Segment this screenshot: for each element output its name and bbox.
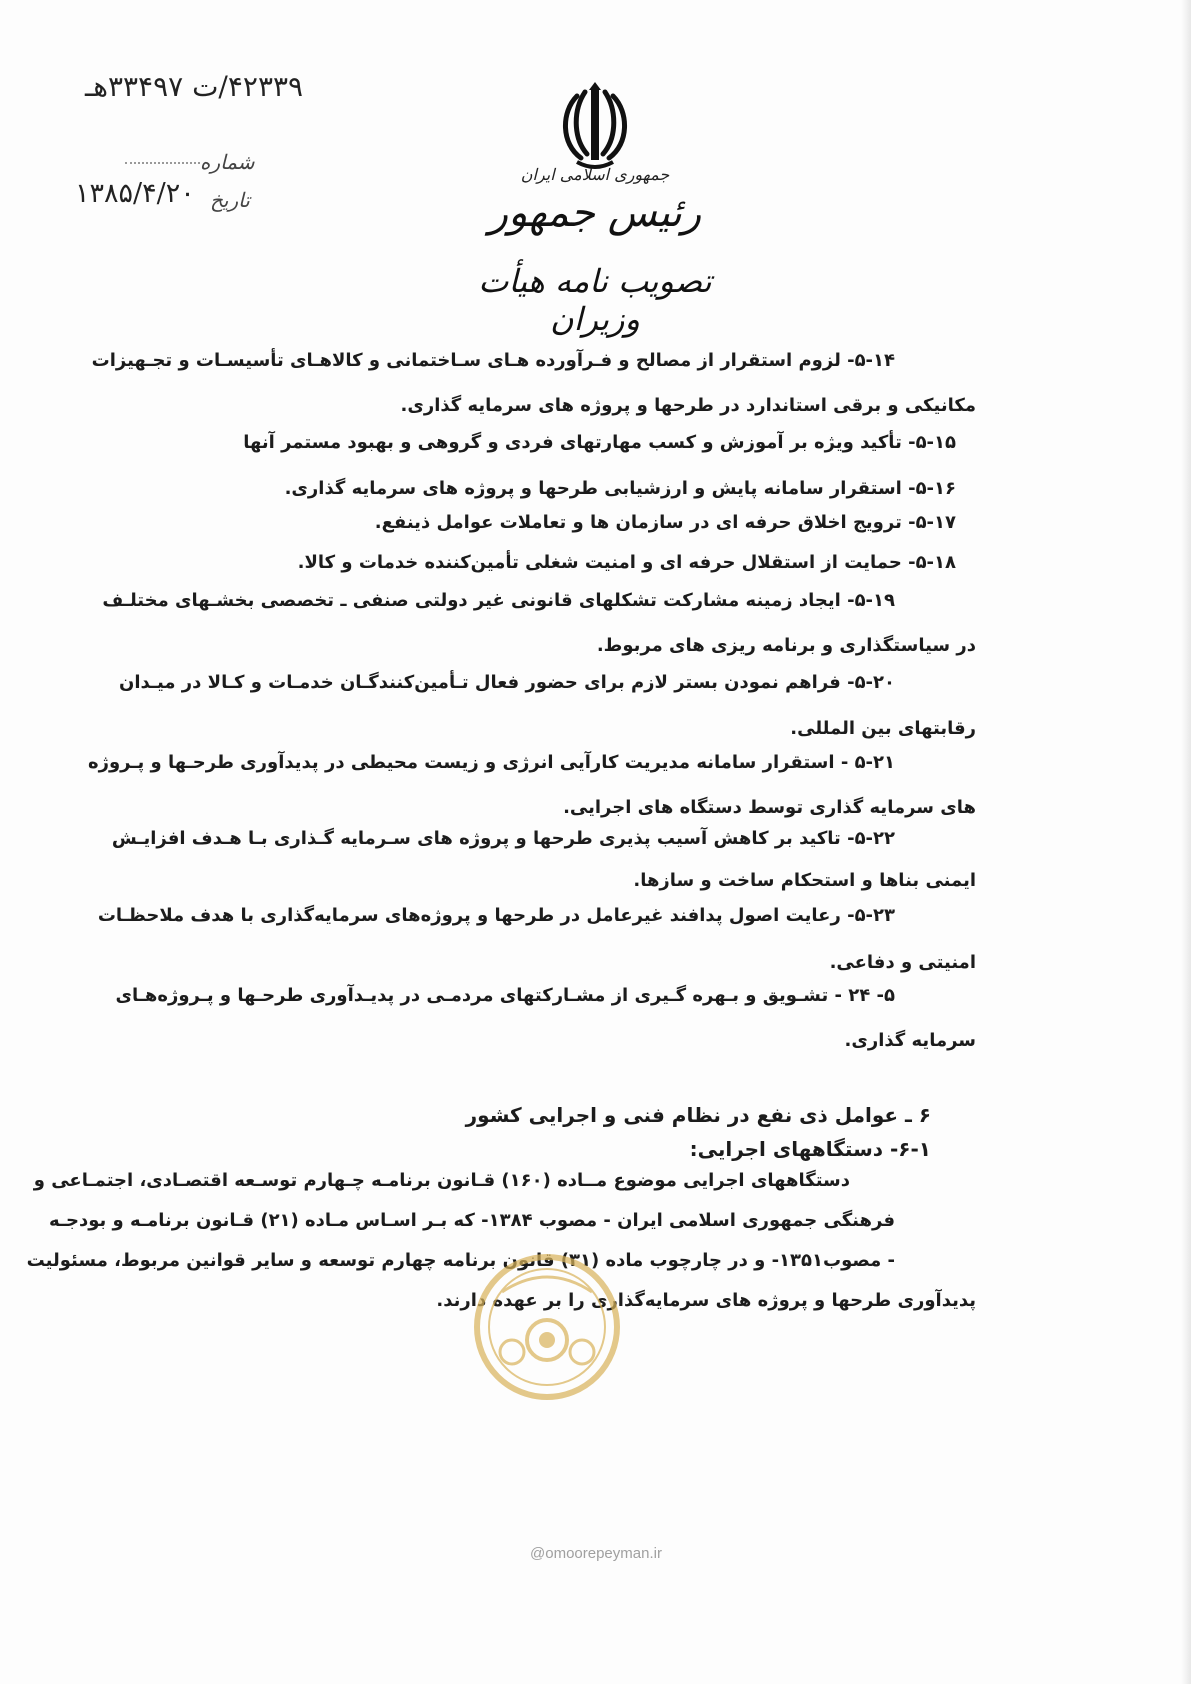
item-5-16: ۵-۱۶- استقرار سامانه پایش و ارزشیابی طرحها و پروژه های سرمایه گذاری. <box>284 478 956 499</box>
item-5-14-line1: ۵-۱۴- لزوم استقرار از مصالح و فـرآورده هـای سـاختمانی و کالاهـای تأسیسـات و تجـهیزات <box>91 350 895 371</box>
section-6-heading: ۶ ـ عوامل ذی نفع در نظام فنی و اجرایی کشور <box>465 1103 931 1127</box>
item-5-18: ۵-۱۸- حمایت از استقلال حرفه ای و امنیت شغلی تأمین‌کننده خدمات و کالا. <box>297 552 956 573</box>
item-5-17: ۵-۱۷- ترویج اخلاق حرفه ای در سازمان ها و تعاملات عوامل ذینفع. <box>374 512 956 533</box>
number-dotted-line <box>125 162 200 164</box>
item-5-15: ۵-۱۵- تأکید ویژه بر آموزش و کسب مهارتهای فردی و گروهی و بهبود مستمر آنها <box>243 432 956 453</box>
item-5-22-line1: ۵-۲۲- تاکید بر کاهش آسیب پذیری طرحها و پروژه های سـرمایه گـذاری بـا هـدف افزایـش <box>111 828 895 849</box>
item-5-23-line1: ۵-۲۳- رعایت اصول پدافند غیرعامل در طرحها و پروژه‌های سرمایه‌گذاری با هدف ملاحظـات <box>97 905 895 926</box>
section-6-1-para-line4: پدیدآوری طرحها و پروژه های سرمایه‌گذاری را بر عهده دارند. <box>436 1290 976 1311</box>
date-label: تاریخ <box>210 188 250 212</box>
item-5-20-line2: رقابتهای بین المللی. <box>790 718 976 739</box>
item-5-14-line2: مکانیکی و برقی استاندارد در طرحها و پروژه های سرمایه گذاری. <box>400 395 976 416</box>
item-5-20-line1: ۵-۲۰- فراهم نمودن بستر لازم برای حضور فعال تـأمین‌کنندگـان خدمـات و کـالا در میـدان <box>118 672 895 693</box>
section-6-1-para-line1: دستگاههای اجرایی موضوع مــاده (۱۶۰) قـانون برنامـه چـهارم توسـعه اقتصـادی، اجتمـاعی و <box>33 1170 850 1191</box>
country-name: جمهوری اسلامی ایران <box>520 165 670 184</box>
item-5-24-line2: سرمایه گذاری. <box>844 1030 976 1051</box>
item-5-21-line2: های سرمایه گذاری توسط دستگاه های اجرایی. <box>563 797 976 818</box>
item-5-22-line2: ایمنی بناها و استحکام ساخت و سازها. <box>633 870 976 891</box>
reference-number: ۴۲۳۳۹/ت ۳۳۴۹۷هـ <box>85 70 304 103</box>
item-5-19-line1: ۵-۱۹- ایجاد زمینه مشارکت تشکلهای قانونی غیر دولتی صنفی ـ تخصصی بخشـهای مختلـف <box>102 590 895 611</box>
iran-emblem-icon <box>555 82 635 170</box>
section-6-1-para-line2: فرهنگی جمهوری اسلامی ایران - مصوب ۱۳۸۴- که بـر اسـاس مـاده (۲۱) قـانون برنامـه و بودجـه <box>48 1210 895 1231</box>
section-6-1-heading: ۶-۱- دستگاههای اجرایی: <box>689 1137 931 1161</box>
item-5-23-line2: امنیتی و دفاعی. <box>829 952 976 973</box>
watermark-site: @omoorepeyman.ir <box>530 1545 662 1562</box>
number-label: شماره <box>200 150 255 174</box>
item-5-24-line1: ۵- ۲۴ - تشـویق و بـهره گـیری از مشـارکتهای مردمـی در پدیـدآوری طرحـها و پـروژه‌هـای <box>115 985 895 1006</box>
section-6-1-para-line3: - مصوب۱۳۵۱- و در چارچوب ماده (۳۱) قانون برنامه چهارم توسعه و سایر قوانین مربوط، مسئولیت <box>26 1250 895 1271</box>
item-5-21-line1: ۵-۲۱ - استقرار سامانه مدیریت کارآیی انرژی و زیست محیطی در پدیدآوری طرحـها و پـروژه <box>87 752 895 773</box>
document-type: تصویب نامه هیأت وزیران <box>478 262 712 338</box>
item-5-19-line2: در سیاستگذاری و برنامه ریزی های مربوط. <box>596 635 976 656</box>
date-value: ۱۳۸۵/۴/۲۰ <box>75 178 195 209</box>
office-title: رئیس جمهور <box>488 190 702 236</box>
scan-edge <box>1181 0 1191 1684</box>
omoorepeyman-seal-icon <box>472 1252 622 1402</box>
